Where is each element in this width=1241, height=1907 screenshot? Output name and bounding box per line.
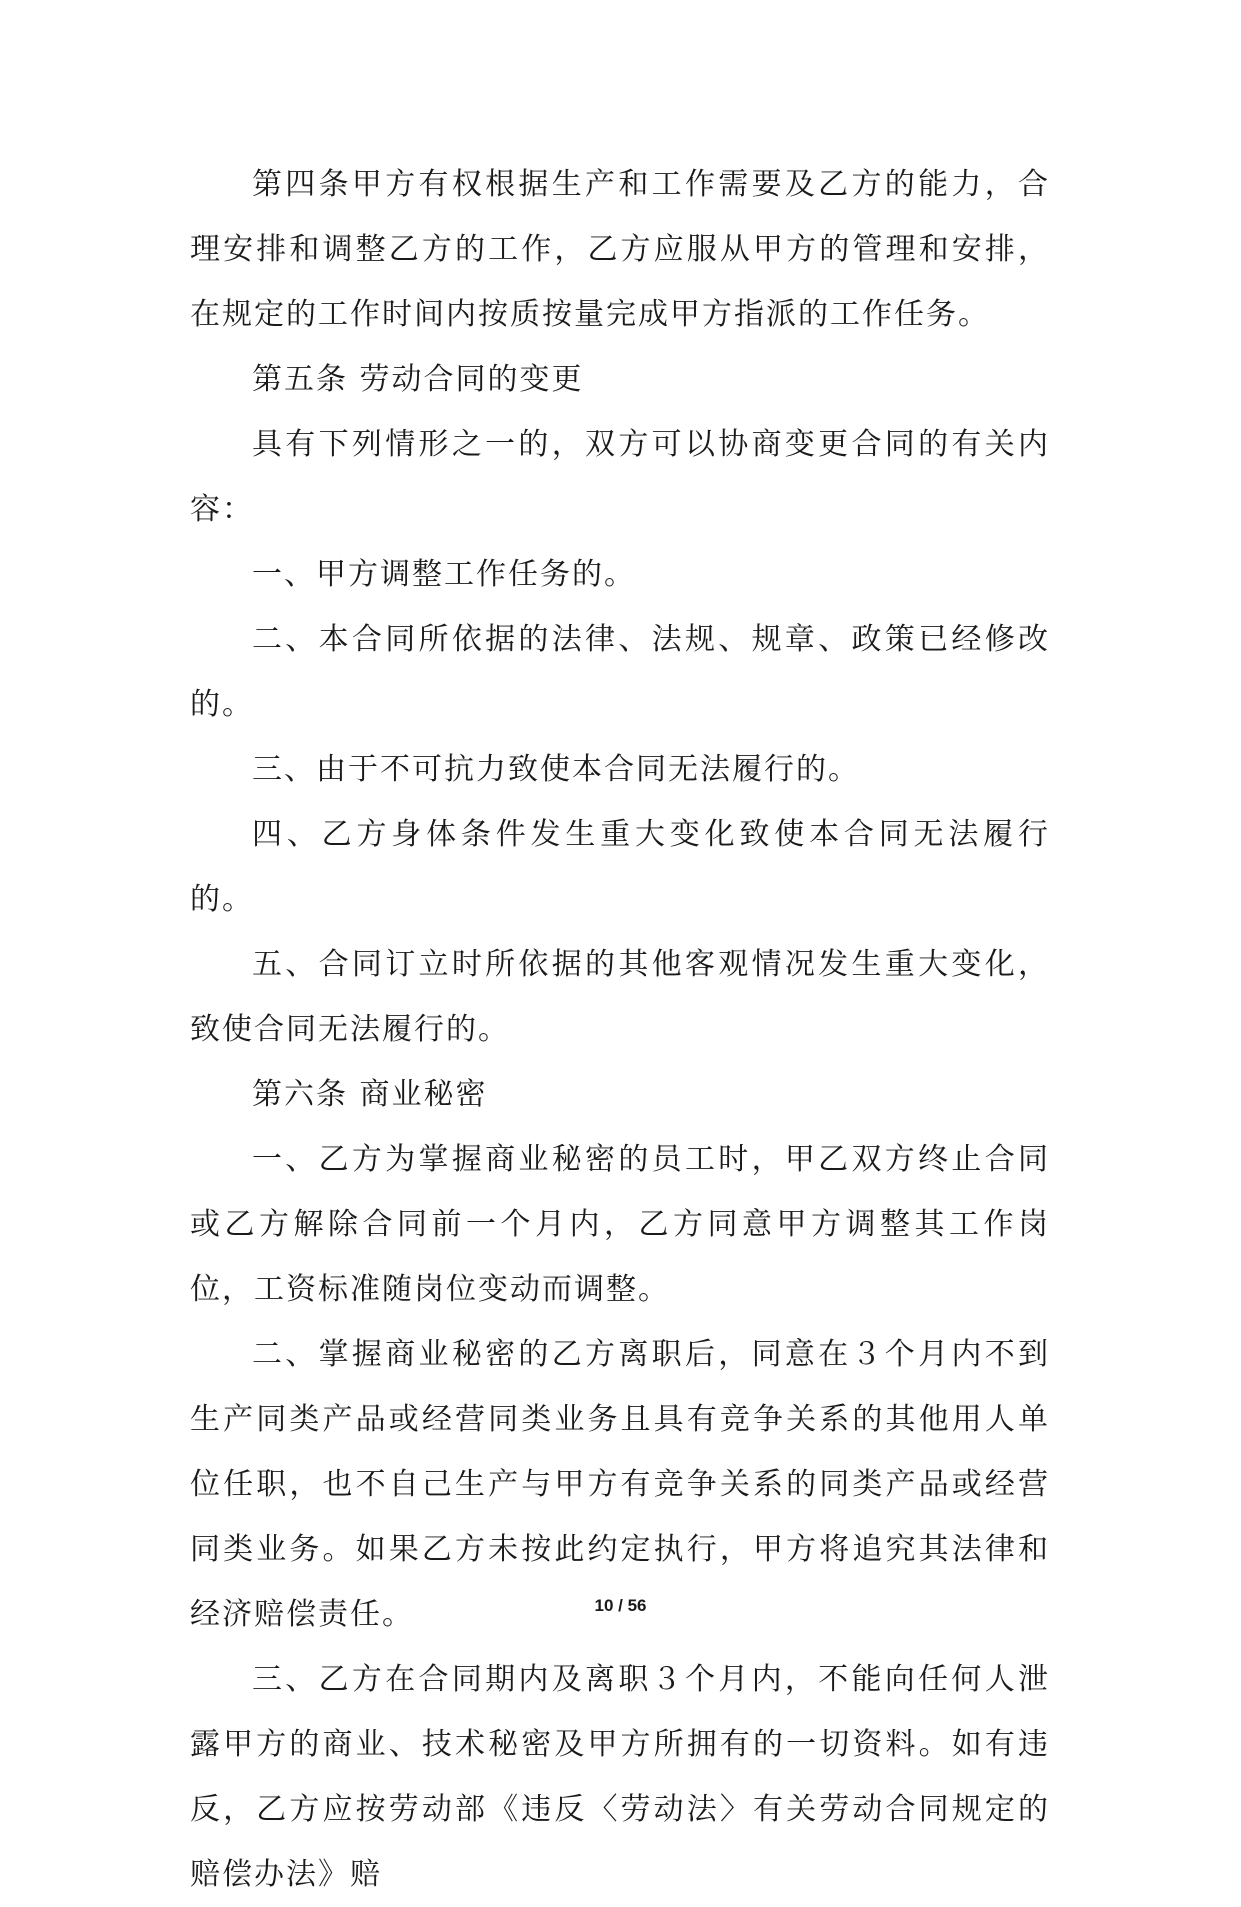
heading-article-6: 第六条 商业秘密	[252, 1077, 488, 1112]
list-item-5: 五、合同订立时所依据的其他客观情况发生重大变化，致使合同无法履行的。	[190, 947, 1050, 1047]
paragraph-secret-2: 二、掌握商业秘密的乙方离职后，同意在３个月内不到生产同类产品或经营同类业务且具有竞争关系的其他用人单位任职，也不自己生产与甲方有竞争关系的同类产品或经营同类业务。如果乙方未按此约定执行，甲方将追究其法律和经济赔偿责任。	[190, 1337, 1050, 1632]
heading-article-5: 第五条 劳动合同的变更	[252, 362, 584, 397]
list-item-4: 四、乙方身体条件发生重大变化致使本合同无法履行的。	[190, 817, 1050, 917]
paragraph-change-conditions: 具有下列情形之一的，双方可以协商变更合同的有关内容：	[190, 427, 1050, 527]
list-item-2: 二、本合同所依据的法律、法规、规章、政策已经修改的。	[190, 622, 1050, 722]
list-item-1: 一、甲方调整工作任务的。	[252, 557, 636, 592]
paragraph-secret-1: 一、乙方为掌握商业秘密的员工时，甲乙双方终止合同或乙方解除合同前一个月内，乙方同意甲方调整其工作岗位，工资标准随岗位变动而调整。	[190, 1142, 1050, 1307]
document-body	[190, 152, 1050, 1907]
paragraph-secret-3: 三、乙方在合同期内及离职３个月内，不能向任何人泄露甲方的商业、技术秘密及甲方所拥有的一切资料。如有违反，乙方应按劳动部《违反〈劳动法〉有关劳动合同规定的赔偿办法》赔	[190, 1662, 1050, 1892]
list-item-3: 三、由于不可抗力致使本合同无法履行的。	[252, 752, 860, 787]
page-number: 10 / 56	[594, 1596, 647, 1615]
paragraph-article-4: 第四条甲方有权根据生产和工作需要及乙方的能力，合理安排和调整乙方的工作，乙方应服从甲方的管理和安排，在规定的工作时间内按质按量完成甲方指派的工作任务。	[190, 167, 1050, 332]
